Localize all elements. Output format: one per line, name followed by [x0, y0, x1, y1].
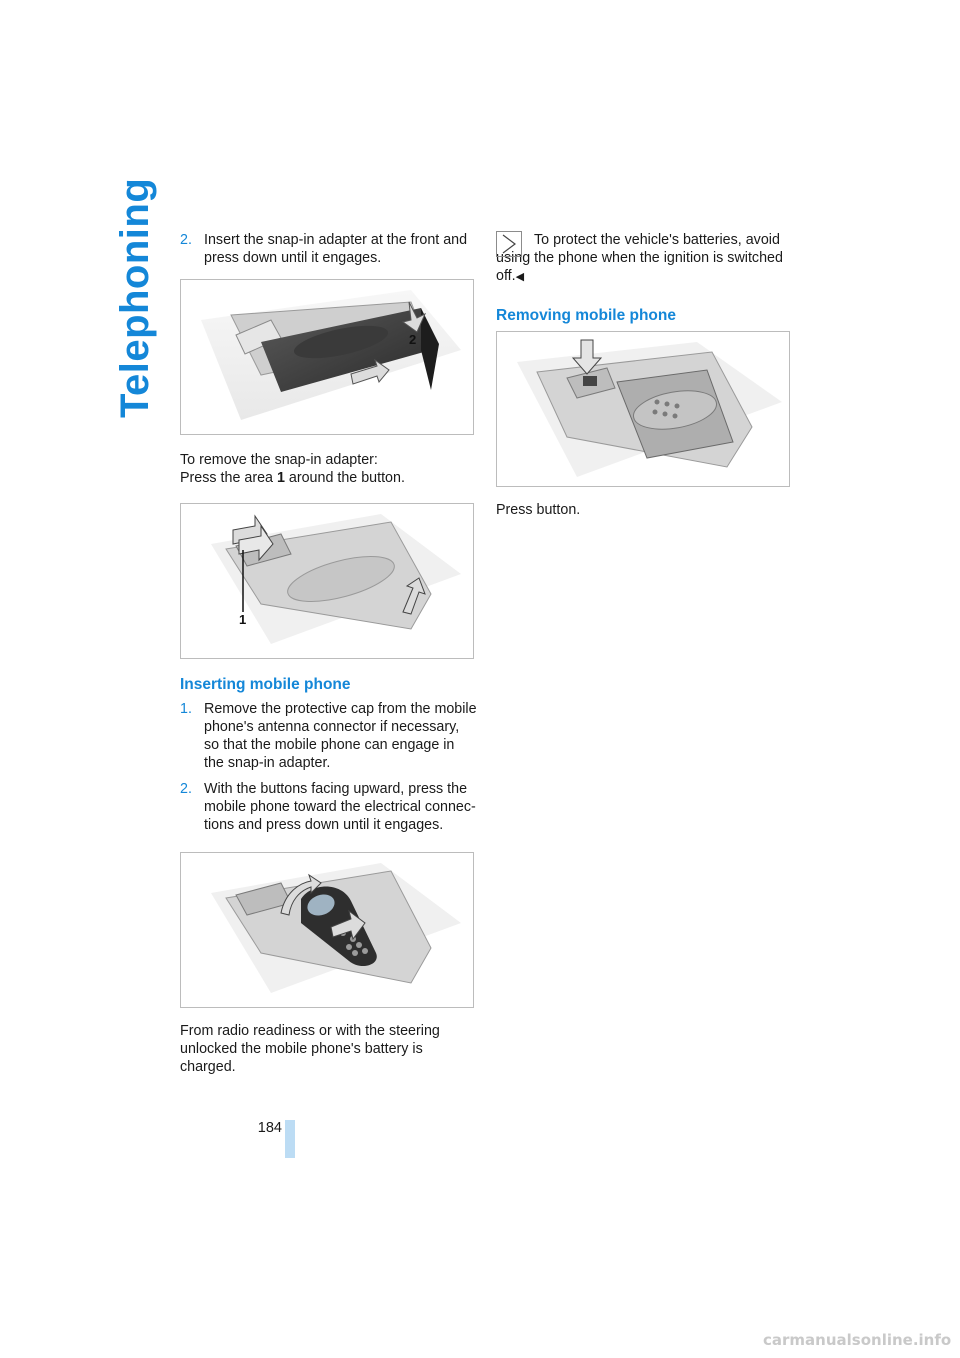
- step-number: 1.: [180, 701, 192, 717]
- figure-inserting-phone: [180, 852, 474, 1008]
- adapter-insert-illustration: [181, 280, 473, 434]
- page-number: 184: [257, 1120, 282, 1136]
- insert-step-1: [180, 700, 478, 772]
- remove-line2-bold: 1: [276, 470, 285, 486]
- step-text: With the buttons facing upward, press the mobile phone toward the electrical connec-tions and press down until it engages.: [204, 781, 476, 833]
- step-number: 2.: [180, 232, 192, 248]
- phone-insert-illustration: [181, 853, 473, 1007]
- charging-info: From radio readiness or with the steering unlocked the mobile phone's battery is charged.: [180, 1023, 440, 1075]
- left-column: [180, 231, 478, 1076]
- press-button-text: Press button.: [496, 502, 581, 518]
- label-1: 1: [239, 612, 247, 627]
- remove-line2-pre: Press the area: [180, 470, 277, 486]
- section-title: [112, 177, 158, 418]
- figure-snap-in-adapter-remove: [180, 503, 474, 659]
- insert-step-2: [180, 780, 478, 834]
- note-end-mark: ◀: [515, 271, 525, 283]
- step-2-adapter: [180, 231, 478, 267]
- figure-snap-in-adapter-insert: [180, 279, 474, 435]
- note-text-body: To protect the vehicle's batteries, avoid using the phone when the ignition is switched off.: [496, 232, 783, 284]
- section-title-text: Telephoning: [113, 177, 157, 418]
- heading-removing-mobile-phone: Removing mobile phone: [496, 307, 676, 324]
- heading-inserting-mobile-phone: Inserting mobile phone: [180, 676, 351, 693]
- remove-adapter-line1: To remove the snap-in adapter:: [180, 452, 378, 468]
- adapter-remove-illustration: [181, 504, 473, 658]
- step-text: Insert the snap-in adapter at the front and press down until it engages.: [204, 232, 468, 266]
- note-icon: [496, 231, 522, 257]
- page-number-bar: [285, 1120, 295, 1158]
- step-text: Remove the protective cap from the mobile phone's antenna connector if necessary, so that the mobile phone can engage in the snap-in adapter.: [204, 701, 477, 771]
- right-column: [496, 231, 792, 519]
- step-number: 2.: [180, 781, 192, 797]
- label-2: 2: [409, 332, 417, 347]
- note-block: [496, 231, 792, 286]
- note-text: [496, 231, 792, 286]
- triangle-pointer-icon: [497, 232, 521, 256]
- figure-removing-phone: [496, 331, 790, 487]
- remove-line2-post: around the button.: [284, 470, 405, 486]
- watermark: carmanualsonline.info: [763, 1331, 952, 1349]
- remove-adapter-line2: [180, 469, 478, 487]
- phone-remove-illustration: [497, 332, 789, 486]
